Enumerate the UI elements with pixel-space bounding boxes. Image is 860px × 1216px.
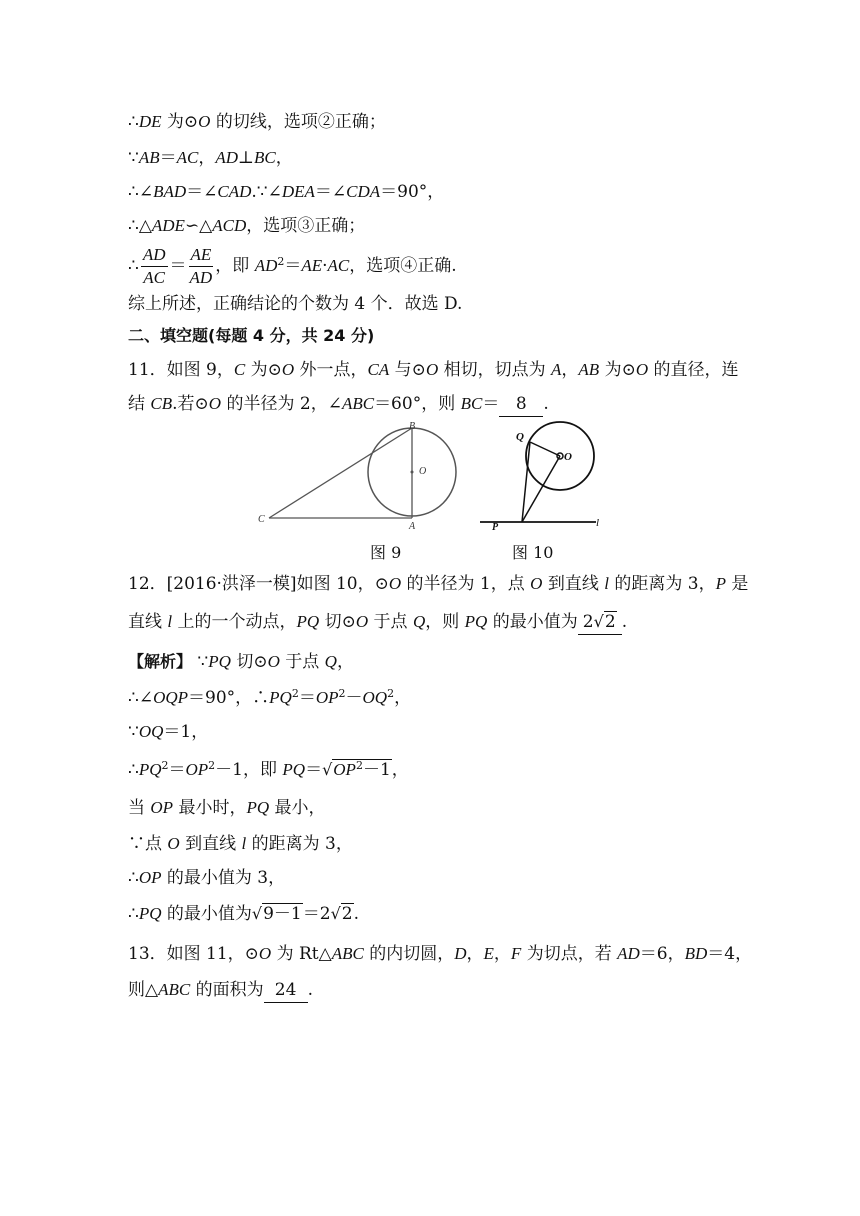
q12-analysis-line-7: ∴OP 的最小值为 3， (128, 868, 286, 888)
solution-line-6: 综上所述，正确结论的个数为 4 个．故选 D. (128, 294, 463, 314)
solution-line-1: ∴DE 为⊙O 的切线，选项②正确； (128, 112, 386, 132)
solution-line-2: ∵AB＝AC，AD⊥BC， (128, 148, 293, 168)
q13-line-2: 则△ABC 的面积为 24 . (128, 978, 313, 1003)
section-title: 二、填空题(每题 4 分，共 24 分) (128, 326, 375, 345)
fig10-label-q: Q (516, 431, 524, 443)
q12-answer: 2√2 (578, 610, 622, 635)
fig9-label-c: C (258, 514, 265, 525)
fraction-ad-ac: $\frac{AD}{AC}$ (142, 245, 166, 287)
q11-line-1: 11．如图 9，C 为⊙O 外一点，CA 与⊙O 相切，切点为 A，AB 为⊙O 的直径，连 (128, 360, 739, 380)
fraction-ae-ad: $\frac{AE}{AD}$ (189, 245, 213, 287)
q12-analysis-line-1: 【解析】 ∵PQ 切⊙O 于点 Q， (128, 652, 354, 672)
q13-line-1: 13．如图 11，⊙O 为 Rt△ABC 的内切圆，D，E，F 为切点，若 AD＝6，BD＝4， (128, 944, 753, 964)
fig9-caption: 图 9 (370, 543, 402, 562)
q12-line-1: 12．[2016·洪泽一模]如图 10，⊙O 的半径为 1，点 O 到直线 l 的距离为 3，P 是 (128, 574, 749, 594)
solution-line-5: ∴ $\frac{AD}{AC}$ ＝ $\frac{AE}{AD}$ ，即 $AD^2=AE\cdot AC$，选项④正确. (128, 245, 457, 287)
fig10-caption: 图 10 (512, 543, 554, 562)
fig10-label-p: P (492, 522, 499, 532)
figure-9 (255, 420, 465, 530)
q12-analysis-line-5: 当 OP 最小时，PQ 最小， (128, 798, 326, 818)
q13-answer: 24 (264, 978, 308, 1003)
q11-line-2: 结 CB.若⊙O 的半径为 2，∠ABC＝60°，则 BC＝ 8 . (128, 392, 549, 417)
fig9-label-a: A (409, 521, 416, 530)
analysis-label: 【解析】 (128, 652, 193, 671)
q12-analysis-line-3: ∵OQ＝1， (128, 722, 209, 742)
q12-analysis-line-4: $\therefore PQ^2=OP^2-1$，即 $PQ=√OP^2-1$， (128, 759, 409, 780)
fig10-label-o: O (564, 451, 572, 463)
q12-line-2: 直线 l 上的一个动点，PQ 切⊙O 于点 Q，则 PQ 的最小值为 2√2 . (128, 610, 627, 635)
fig10-label-l: l (596, 517, 600, 529)
solution-line-3: ∴∠BAD＝∠CAD.∵∠DEA＝∠CDA＝90°， (128, 182, 445, 202)
solution-line-4: ∴△ADE∽△ACD，选项③正确； (128, 216, 366, 236)
q11-answer: 8 (499, 392, 543, 417)
fig9-label-o: O (419, 466, 427, 477)
fig9-label-b: B (409, 421, 416, 432)
figure-10 (478, 420, 608, 532)
q12-analysis-line-2: ∴∠OQP＝90°，$\therefore PQ^2=OP^2-OQ^2$， (128, 687, 412, 708)
q12-analysis-line-6: ∵点 O 到直线 l 的距离为 3， (128, 834, 353, 854)
q12-analysis-line-8: ∴PQ 的最小值为√9－1＝2√2. (128, 904, 360, 924)
